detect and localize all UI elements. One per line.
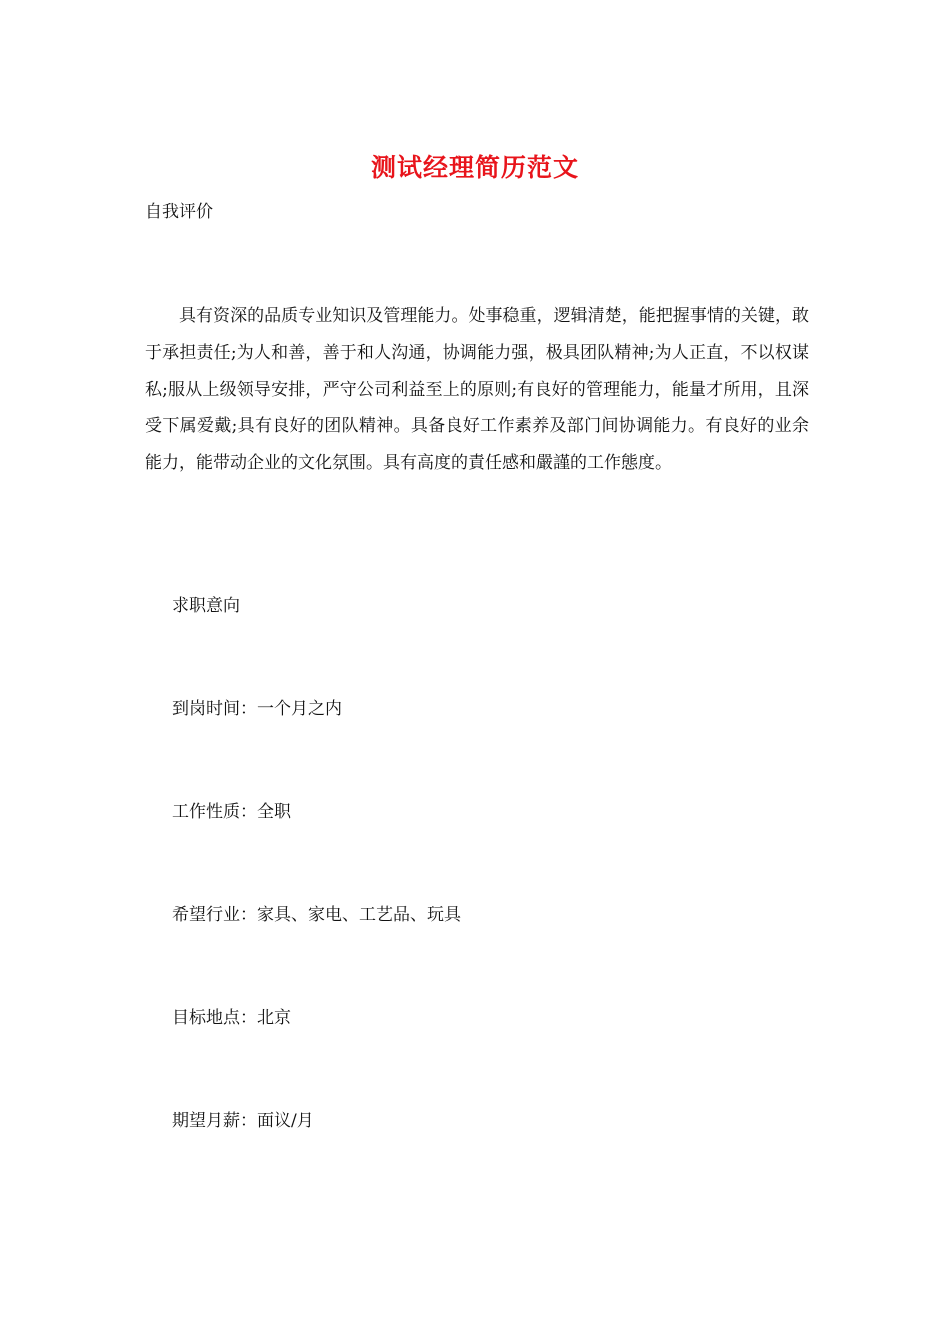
self-evaluation-paragraph: 具有资深的品质专业知识及管理能力。处事稳重，逻辑清楚，能把握事情的关键，敢于承担责任;为人和善，善于和人沟通，协调能力强，极具团队精神;为人正直，不以权谋私;服从上级领导安排，严守公司利益至上的原则;有良好的管理能力，能量才所用，且深受下属爱戴;具有良好的团队精神。具备良好工作素养及部门间协调能力。有良好的业余能力，能带动企业的文化氛围。具有高度的責任感和嚴謹的工作態度。 [145, 306, 809, 474]
intent-item-salary: 期望月薪：面议/月 [172, 1111, 314, 1131]
document-title: 测试经理简历范文 [370, 153, 579, 182]
self-evaluation-heading: 自我评价 [145, 202, 213, 222]
job-intent-heading: 求职意向 [172, 596, 240, 616]
intent-item-location: 目标地点：北京 [172, 1008, 291, 1028]
intent-item-arrival-time: 到岗时间：一个月之内 [172, 699, 342, 719]
intent-item-industry: 希望行业：家具、家电、工艺品、玩具 [172, 905, 461, 925]
intent-item-job-type: 工作性质：全职 [172, 802, 291, 822]
